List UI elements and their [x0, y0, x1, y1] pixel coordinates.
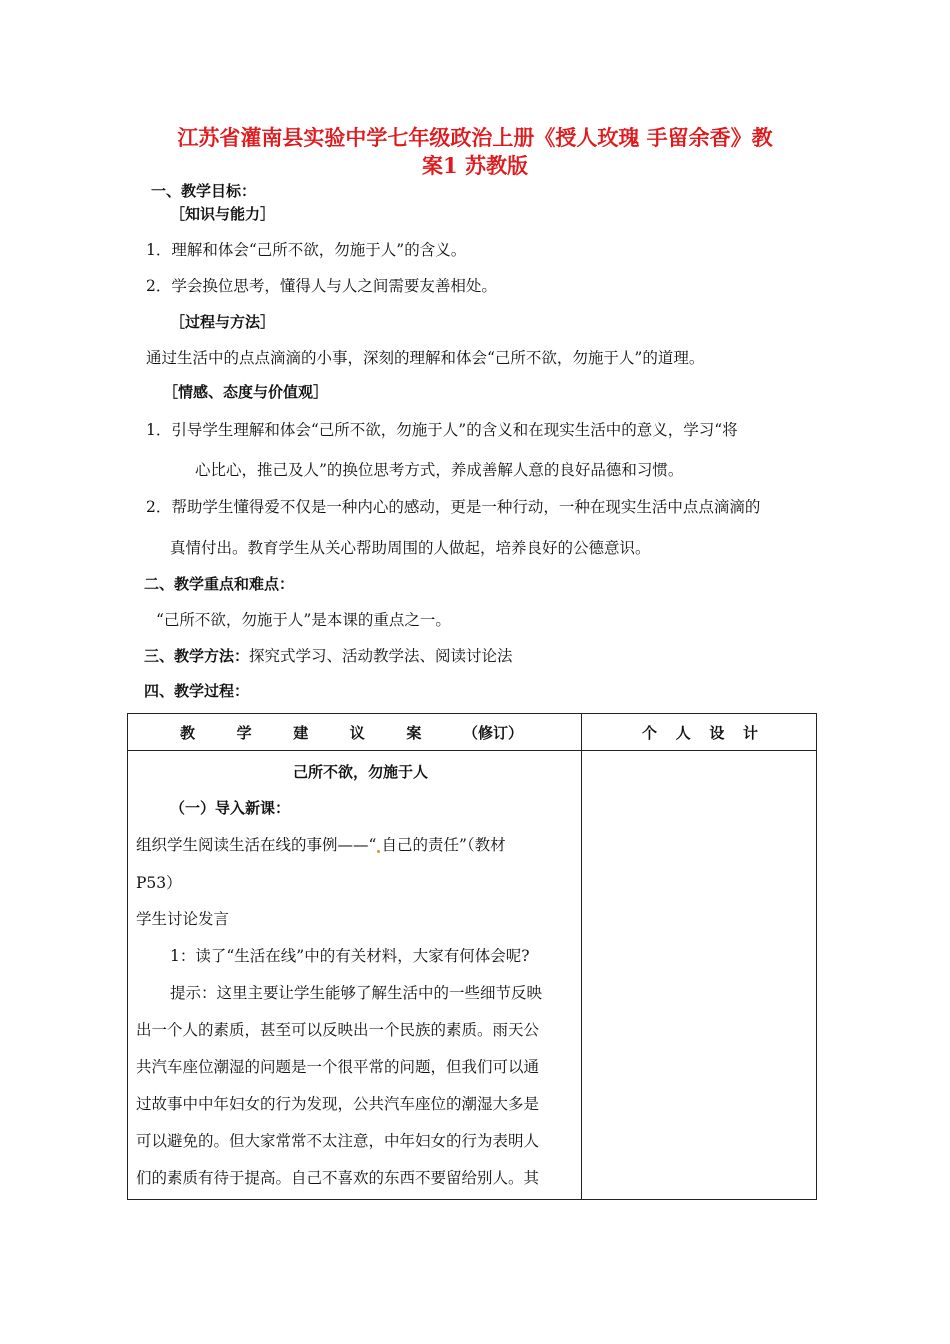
key-point-1: “己所不欲，勿施于人”是本课的重点之一。 — [156, 611, 451, 629]
header-char: 计 — [742, 724, 758, 742]
header-char: 案 — [406, 724, 422, 742]
lesson-plan-table — [127, 713, 817, 1200]
process-item-1: 通过生活中的点点滴滴的小事，深刻的理解和体会“己所不欲，勿施于人”的道理。 — [146, 349, 705, 367]
content-line-4: 1：读了“生活在线”中的有关材料，大家有何体会呢? — [170, 947, 530, 965]
header-char: 人 — [675, 724, 691, 742]
header-char: 建 — [293, 724, 309, 742]
knowledge-item-2: 2．学会换位思考，懂得人与人之间需要友善相处。 — [146, 277, 497, 295]
method-text: 探究式学习、活动教学法、阅读讨论法 — [249, 647, 513, 665]
header-char: 议 — [349, 724, 365, 742]
knowledge-item-1: 1．理解和体会“己所不欲，勿施于人”的含义。 — [146, 241, 467, 259]
content-line-7: 共汽车座位潮湿的问题是一个很平常的问题，但我们可以通 — [136, 1058, 540, 1076]
section-heading-process-steps: 四、教学过程： — [144, 682, 250, 700]
table-body-row — [128, 751, 817, 1200]
content-line-2: P53） — [136, 874, 182, 892]
document-title-line-1: 江苏省灌南县实验中学七年级政治上册《授人玫瑰 手留余香》教 — [177, 125, 773, 150]
subheading-emotion: ［情感、态度与价值观］ — [163, 383, 329, 401]
header-char: 个 — [642, 724, 658, 742]
method-line — [144, 644, 513, 666]
emotion-item-2-line-1: 2．帮助学生懂得爱不仅是一种内心的感动，更是一种行动，一种在现实生活中点点滴滴的 — [146, 498, 761, 516]
content-line-3: 学生讨论发言 — [136, 910, 230, 928]
subheading-process: ［过程与方法］ — [170, 313, 276, 331]
table-header-row — [128, 714, 817, 751]
emotion-item-1-line-2: 心比心，推己及人”的换位思考方式，养成善解人意的良好品德和习惯。 — [195, 461, 684, 479]
content-line-10: 们的素质有待于提高。自己不喜欢的东西不要留给别人。其 — [136, 1169, 540, 1187]
section-heading-method: 三、教学方法： — [144, 647, 250, 665]
plan-content-cell — [128, 751, 582, 1200]
header-char: （修订） — [462, 724, 523, 742]
content-line-6: 出一个人的素质，甚至可以反映出一个民族的素质。雨天公 — [136, 1021, 540, 1039]
section-heading-key-points: 二、教学重点和难点： — [144, 575, 295, 593]
content-line-1 — [136, 833, 506, 855]
content-line-5: 提示：这里主要让学生能够了解生活中的一些细节反映 — [170, 984, 543, 1002]
emotion-item-2-line-2: 真情付出。教育学生从关心帮助周围的人做起，培养良好的公德意识。 — [170, 539, 651, 557]
subheading-knowledge: ［知识与能力］ — [170, 205, 276, 223]
mark-dot — [377, 850, 380, 853]
header-char: 设 — [709, 724, 725, 742]
header-char: 教 — [180, 724, 196, 742]
header-char: 学 — [236, 724, 252, 742]
header-cell-plan — [128, 714, 582, 751]
content-line-9: 可以避免的。但大家常常不太注意，中年妇女的行为表明人 — [136, 1132, 540, 1150]
content-line-1-part-a: 组织学生阅读生活在线的事例——“ — [136, 836, 377, 854]
lesson-title: 己所不欲，勿施于人 — [293, 763, 429, 781]
section-heading-goals: 一、教学目标： — [151, 182, 257, 200]
document-title-line-2: 案1 苏教版 — [422, 153, 528, 178]
content-line-8: 过故事中中年妇女的行为发现，公共汽车座位的潮湿大多是 — [136, 1095, 540, 1113]
intro-heading: （一）导入新课： — [170, 799, 291, 817]
personal-design-cell — [582, 751, 817, 1200]
emotion-item-1-line-1: 1．引导学生理解和体会“己所不欲，勿施于人”的含义和在现实生活中的意义，学习“将 — [146, 421, 738, 439]
content-line-1-part-b: 自己的责任”（教材 — [381, 836, 506, 854]
header-cell-personal-design — [582, 714, 817, 751]
